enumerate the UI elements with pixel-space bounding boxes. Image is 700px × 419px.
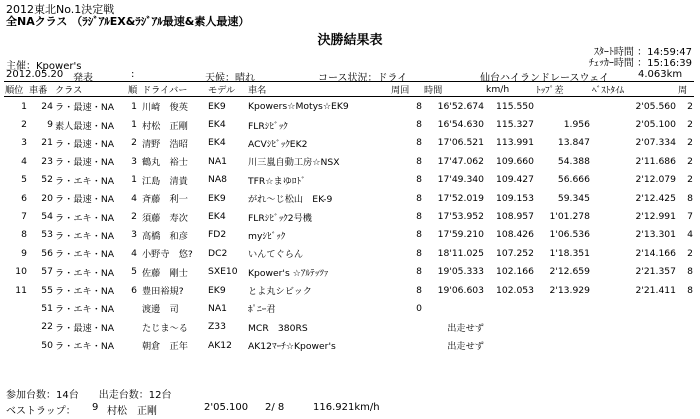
cell-laps: 8 bbox=[416, 155, 422, 167]
cell-total-time: 出走せず bbox=[447, 341, 484, 353]
cell-gap bbox=[535, 299, 591, 317]
cell-gap bbox=[535, 97, 591, 116]
cell-best-lap: 8 bbox=[687, 266, 693, 278]
cell-best-time bbox=[591, 318, 677, 336]
cell-model: DC2 bbox=[208, 247, 228, 259]
table-row bbox=[4, 189, 694, 207]
starters-count: 出走台数：12台 bbox=[98, 390, 172, 401]
best-lap-row bbox=[6, 402, 700, 416]
cell-best-lap: 7 bbox=[687, 211, 693, 223]
cell-class: ラ・エキ・NA bbox=[55, 286, 115, 298]
cell-speed: 113.991 bbox=[496, 137, 534, 149]
announce-label: 発表 bbox=[73, 73, 93, 84]
cell-driver: 清野 浩昭 bbox=[142, 138, 188, 150]
cell-gap: 1.956 bbox=[563, 119, 590, 131]
cell-position: 10 bbox=[15, 266, 27, 278]
cell-laps: 8 bbox=[416, 119, 422, 131]
cell-position: 1 bbox=[21, 100, 27, 112]
cell-laps: 8 bbox=[416, 137, 422, 149]
cell-best-lap: 8 bbox=[687, 284, 693, 296]
cell-car-number: 21 bbox=[41, 137, 53, 149]
cell-speed: 108.426 bbox=[496, 229, 534, 241]
cell-total-time: 17'59.210 bbox=[437, 229, 484, 241]
cell-class-rank bbox=[127, 336, 141, 354]
cell-best-time bbox=[591, 299, 677, 317]
cell-total-time: 17'47.062 bbox=[437, 155, 484, 167]
class-title: 全NAクラス （ﾗｼﾞｱﾙEX&ﾗｼﾞｱﾙ最速&素人最速） bbox=[6, 15, 250, 28]
table-header bbox=[4, 82, 694, 97]
cell-class: ラ・エキ・NA bbox=[55, 341, 115, 353]
cell-car-name: ﾎﾟﾆｰ君 bbox=[248, 304, 276, 316]
cell-driver: 渡邊 司 bbox=[142, 304, 179, 316]
cell-class: ラ・エキ・NA bbox=[55, 267, 115, 279]
cell-best-time: 2'11.686 bbox=[635, 155, 676, 167]
cell-speed: 115.550 bbox=[496, 100, 534, 112]
cell-class-rank: 6 bbox=[131, 284, 137, 296]
cell-best-lap: 2 bbox=[687, 100, 693, 112]
cell-speed: 109.660 bbox=[496, 155, 534, 167]
cell-car-name: FLRｼﾋﾞｯｸ bbox=[248, 120, 288, 132]
cell-driver: 佐藤 剛士 bbox=[142, 267, 188, 279]
cell-car-number: 55 bbox=[41, 284, 53, 296]
cell-car-name: とよ丸シビック bbox=[248, 286, 312, 298]
cell-best-time: 2'12.425 bbox=[635, 192, 676, 204]
cell-best-time: 2'12.991 bbox=[635, 211, 676, 223]
cell-car-number: 57 bbox=[41, 266, 53, 278]
cell-driver: 村松 正剛 bbox=[142, 120, 188, 132]
cell-class-rank: 1 bbox=[131, 100, 137, 112]
table-body bbox=[4, 97, 694, 355]
cell-best-lap: 2 bbox=[687, 119, 693, 131]
best-lap-lap: 2/ 8 bbox=[265, 402, 285, 413]
cell-class-rank: 1 bbox=[131, 174, 137, 186]
cell-position: 5 bbox=[21, 174, 27, 186]
cell-laps: 8 bbox=[416, 174, 422, 186]
cell-class: ラ・最速・NA bbox=[55, 194, 115, 206]
cell-total-time: 17'49.340 bbox=[437, 174, 484, 186]
date: 2012.05.20 bbox=[6, 69, 64, 80]
cell-driver: 小野寺 悠? bbox=[142, 249, 193, 261]
cell-gap bbox=[535, 336, 591, 354]
cell-class: ラ・最速・NA bbox=[55, 138, 115, 150]
cell-speed: 108.957 bbox=[496, 211, 534, 223]
cell-best-lap: 2 bbox=[687, 137, 693, 149]
course-condition: コース状況：ドライ bbox=[318, 73, 408, 84]
cell-speed bbox=[485, 299, 535, 317]
cell-car-name: Kpowers☆Motys☆EK9 bbox=[248, 100, 349, 112]
cell-driver: 須藤 寿次 bbox=[142, 212, 188, 224]
cell-position: 8 bbox=[21, 229, 27, 241]
cell-total-time bbox=[423, 299, 485, 317]
cell-class-rank: 4 bbox=[131, 247, 137, 259]
cell-laps: 8 bbox=[416, 192, 422, 204]
distance: 4.063km bbox=[638, 69, 683, 80]
cell-speed: 109.427 bbox=[496, 174, 534, 186]
cell-car-number: 50 bbox=[41, 339, 53, 351]
cell-driver: 豊田裕規? bbox=[142, 286, 184, 298]
cell-laps bbox=[390, 336, 423, 354]
cell-best-lap: 8 bbox=[687, 192, 693, 204]
cell-position bbox=[4, 318, 28, 336]
best-lap-driver: 村松 正剛 bbox=[107, 406, 157, 417]
cell-speed: 115.327 bbox=[496, 119, 534, 131]
cell-model: Z33 bbox=[208, 321, 226, 333]
cell-gap bbox=[535, 318, 591, 336]
cell-class-rank: 5 bbox=[131, 266, 137, 278]
cell-driver: 江島 清貴 bbox=[142, 175, 188, 187]
table-row bbox=[4, 226, 694, 244]
info-row bbox=[0, 69, 700, 84]
header-car-name: 車名 bbox=[247, 82, 390, 97]
cell-position: 4 bbox=[21, 155, 27, 167]
cell-gap: 2'12.659 bbox=[549, 266, 590, 278]
cell-class: ラ・エキ・NA bbox=[55, 175, 115, 187]
organizer: 主催：Kpower's bbox=[6, 61, 82, 72]
best-lap-speed: 116.921km/h bbox=[313, 402, 380, 413]
header-best-lap: 周 bbox=[677, 82, 694, 97]
header-total-time: 時間 bbox=[423, 82, 485, 97]
cell-position bbox=[4, 299, 28, 317]
header-speed: km/h bbox=[485, 82, 535, 97]
header-car-number: 車番 bbox=[28, 82, 54, 97]
cell-total-time: 16'52.674 bbox=[437, 100, 484, 112]
cell-car-number: 51 bbox=[41, 302, 53, 314]
cell-position: 3 bbox=[21, 137, 27, 149]
cell-driver: 斉藤 利一 bbox=[142, 194, 188, 206]
cell-gap: 2'13.929 bbox=[549, 284, 590, 296]
cell-driver: 高橋 和彦 bbox=[142, 230, 188, 242]
cell-class: ラ・最速・NA bbox=[55, 322, 115, 334]
cell-speed: 107.252 bbox=[496, 247, 534, 259]
header-class-rank: 順 bbox=[127, 82, 141, 97]
cell-best-time bbox=[591, 336, 677, 354]
cell-model: NA8 bbox=[208, 174, 228, 186]
cell-class: ラ・エキ・NA bbox=[55, 249, 115, 261]
cell-total-time: 16'54.630 bbox=[437, 119, 484, 131]
cell-total-time: 17'06.521 bbox=[437, 137, 484, 149]
cell-model: EK4 bbox=[208, 211, 226, 223]
weather: 天候：晴れ bbox=[205, 73, 255, 84]
cell-best-lap bbox=[677, 336, 694, 354]
cell-total-time: 18'11.025 bbox=[437, 247, 484, 259]
header-best-time: ﾍﾞｽﾄﾀｲﾑ bbox=[591, 82, 677, 97]
cell-car-name: AK12ﾏｰﾁ☆Kpower's bbox=[248, 341, 336, 353]
best-lap-label: ベストラップ： bbox=[6, 406, 76, 417]
cell-best-lap: 2 bbox=[687, 174, 693, 186]
cell-laps: 8 bbox=[416, 266, 422, 278]
cell-driver: 鶴丸 裕士 bbox=[142, 157, 188, 169]
cell-class-rank: 3 bbox=[131, 155, 137, 167]
table-row bbox=[4, 171, 694, 189]
checker-time: ﾁｪｯｶｰ時間 ：15:16:39 bbox=[588, 58, 692, 69]
cell-total-time: 19'06.603 bbox=[437, 284, 484, 296]
cell-driver: 朝倉 正年 bbox=[142, 341, 188, 353]
colon: : bbox=[131, 69, 135, 80]
cell-car-number: 24 bbox=[41, 100, 53, 112]
cell-model: EK9 bbox=[208, 100, 226, 112]
cell-best-time: 2'12.079 bbox=[635, 174, 676, 186]
cell-car-number: 53 bbox=[41, 229, 53, 241]
table-row bbox=[4, 207, 694, 225]
cell-driver: 川崎 俊英 bbox=[142, 102, 188, 114]
cell-model: EK9 bbox=[208, 284, 226, 296]
cell-model: SXE10 bbox=[208, 266, 238, 278]
table-row bbox=[4, 97, 694, 116]
cell-class: ラ・エキ・NA bbox=[55, 212, 115, 224]
cell-position bbox=[4, 336, 28, 354]
table-row bbox=[4, 134, 694, 152]
event-title: 2012東北No.1決定戦 bbox=[6, 3, 115, 16]
cell-speed: 109.153 bbox=[496, 192, 534, 204]
entrants-count: 参加台数：14台 bbox=[6, 390, 79, 401]
header-position: 順位 bbox=[4, 82, 28, 97]
table-row bbox=[4, 152, 694, 170]
cell-best-time: 2'13.301 bbox=[635, 229, 676, 241]
table-row bbox=[4, 299, 694, 317]
cell-model: NA1 bbox=[208, 155, 228, 167]
cell-class-rank: 3 bbox=[131, 229, 137, 241]
cell-speed bbox=[485, 336, 535, 354]
table-row bbox=[4, 336, 694, 354]
cell-car-number: 22 bbox=[41, 321, 53, 333]
cell-car-number: 23 bbox=[41, 155, 53, 167]
cell-position: 7 bbox=[21, 211, 27, 223]
cell-total-time: 出走せず bbox=[447, 322, 484, 334]
cell-car-name: ACVｼﾋﾞｯｸEK2 bbox=[248, 138, 308, 150]
cell-best-time: 2'07.334 bbox=[635, 137, 676, 149]
cell-class: ラ・エキ・NA bbox=[55, 304, 115, 316]
cell-total-time: 17'52.019 bbox=[437, 192, 484, 204]
cell-class-rank bbox=[127, 318, 141, 336]
cell-class: ラ・エキ・NA bbox=[55, 230, 115, 242]
cell-car-name: Kpower's ☆ｱﾙﾃｯﾂｧ bbox=[248, 267, 329, 279]
venue: 仙台ハイランドレースウェイ bbox=[480, 73, 610, 84]
cell-best-time: 2'05.100 bbox=[635, 119, 676, 131]
cell-best-time: 2'14.166 bbox=[635, 247, 676, 259]
cell-laps bbox=[390, 318, 423, 336]
cell-best-time: 2'21.357 bbox=[635, 266, 676, 278]
cell-class-rank: 2 bbox=[131, 211, 137, 223]
cell-model: EK4 bbox=[208, 119, 226, 131]
entry-counts bbox=[6, 386, 171, 401]
cell-best-lap: 2 bbox=[687, 155, 693, 167]
header-class: クラス bbox=[54, 82, 127, 97]
cell-total-time: 17'53.952 bbox=[437, 211, 484, 223]
cell-position: 2 bbox=[21, 119, 27, 131]
cell-gap: 54.388 bbox=[557, 155, 590, 167]
cell-car-name: 川三嵐自動工房☆NSX bbox=[248, 157, 340, 169]
header-model: モデル bbox=[207, 82, 247, 97]
cell-model: EK9 bbox=[208, 192, 226, 204]
table-row bbox=[4, 318, 694, 336]
best-lap-time: 2'05.100 bbox=[204, 402, 249, 413]
table-row bbox=[4, 263, 694, 281]
results-table bbox=[4, 82, 694, 354]
cell-car-name: MCR 380RS bbox=[248, 322, 308, 334]
cell-speed: 102.166 bbox=[496, 266, 534, 278]
cell-car-name: FLRｼﾋﾞｯｸ2号機 bbox=[248, 212, 312, 224]
cell-class-rank bbox=[127, 299, 141, 317]
header-laps: 周回 bbox=[390, 82, 423, 97]
cell-car-name: TFR☆まゆﾛﾄﾞ bbox=[248, 175, 306, 187]
cell-gap: 1'01.278 bbox=[549, 211, 590, 223]
cell-model: EK4 bbox=[208, 137, 226, 149]
document-title: 決勝結果表 bbox=[317, 33, 383, 48]
header-driver: ドライバー bbox=[141, 82, 207, 97]
cell-class-rank: 2 bbox=[131, 137, 137, 149]
cell-laps: 8 bbox=[416, 247, 422, 259]
cell-car-number: 56 bbox=[41, 247, 53, 259]
cell-car-number: 20 bbox=[41, 192, 53, 204]
cell-position: 6 bbox=[21, 192, 27, 204]
cell-speed: 102.053 bbox=[496, 284, 534, 296]
cell-model: NA1 bbox=[208, 302, 228, 314]
cell-car-number: 9 bbox=[47, 119, 53, 131]
best-lap-car-number: 9 bbox=[92, 402, 99, 413]
cell-laps: 0 bbox=[416, 302, 422, 314]
cell-laps: 8 bbox=[416, 211, 422, 223]
cell-best-lap: 2 bbox=[687, 247, 693, 259]
cell-driver: たじま～る bbox=[142, 322, 188, 334]
cell-best-time: 2'05.560 bbox=[635, 100, 676, 112]
cell-class-rank: 1 bbox=[131, 119, 137, 131]
table-row bbox=[4, 115, 694, 133]
table-row bbox=[4, 244, 694, 262]
cell-car-name: いんてぐらん bbox=[248, 249, 304, 261]
cell-best-time: 2'21.411 bbox=[635, 284, 676, 296]
cell-best-lap: 4 bbox=[687, 229, 693, 241]
cell-total-time: 19'05.333 bbox=[437, 266, 484, 278]
start-time: ｽﾀｰﾄ時間 ：14:59:47 bbox=[593, 47, 692, 58]
cell-laps: 8 bbox=[416, 284, 422, 296]
cell-model: FD2 bbox=[208, 229, 227, 241]
cell-class: ラ・最速・NA bbox=[55, 102, 115, 114]
cell-car-number: 52 bbox=[41, 174, 53, 186]
cell-class: 素人最速・NA bbox=[55, 120, 115, 132]
cell-position: 11 bbox=[15, 284, 27, 296]
cell-gap: 59.345 bbox=[557, 192, 590, 204]
cell-class-rank: 4 bbox=[131, 192, 137, 204]
cell-gap: 56.666 bbox=[557, 174, 590, 186]
cell-laps: 8 bbox=[416, 100, 422, 112]
cell-class: ラ・最速・NA bbox=[55, 157, 115, 169]
cell-model: AK12 bbox=[208, 339, 233, 351]
cell-laps: 8 bbox=[416, 229, 422, 241]
cell-best-lap bbox=[677, 299, 694, 317]
header-gap: ﾄｯﾌﾟ差 bbox=[535, 82, 591, 97]
cell-best-lap bbox=[677, 318, 694, 336]
cell-car-name: myｼﾋﾞｯｸ bbox=[248, 230, 286, 242]
cell-gap: 1'06.536 bbox=[549, 229, 590, 241]
table-row bbox=[4, 281, 694, 299]
cell-car-number: 54 bbox=[41, 211, 53, 223]
cell-gap: 1'18.351 bbox=[549, 247, 590, 259]
cell-position: 9 bbox=[21, 247, 27, 259]
cell-gap: 13.847 bbox=[557, 137, 590, 149]
cell-speed bbox=[485, 318, 535, 336]
cell-car-name: がれ～じ松山 EK-9 bbox=[248, 194, 333, 206]
